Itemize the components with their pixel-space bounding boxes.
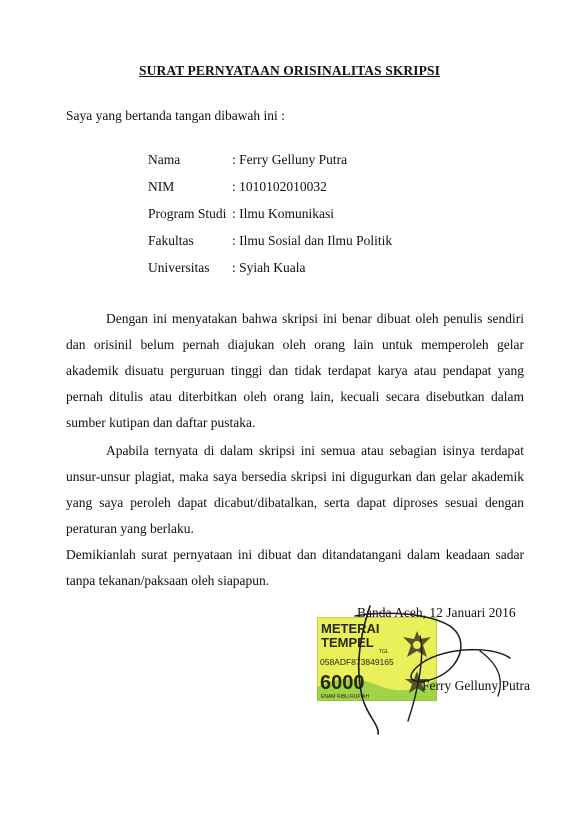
field-value: : Ferry Gelluny Putra — [232, 152, 348, 167]
signature-stroke — [480, 651, 500, 696]
stamp-value-text: ENAM RIBU RUPIAH — [321, 694, 370, 700]
field-label: Program Studi — [148, 206, 227, 221]
stamp-line2: TEMPEL — [321, 635, 374, 650]
signer-name: Ferry Gelluny Putra — [422, 678, 530, 693]
field-row-nim — [148, 179, 392, 206]
intro-text: Saya yang bertanda tangan dibawah ini : — [66, 108, 285, 123]
field-row-program — [148, 206, 392, 233]
field-label: NIM — [148, 179, 175, 194]
document-title: SURAT PERNYATAAN ORISINALITAS SKRIPSI — [139, 63, 440, 78]
field-label: Fakultas — [148, 233, 194, 248]
stamp-tgl: TGL — [379, 649, 389, 655]
handwritten-signature — [300, 596, 540, 736]
place-and-date: Banda Aceh, 12 Januari 2016 — [357, 605, 516, 620]
signature-stroke — [359, 606, 378, 734]
stamp-line1: METERAI — [321, 621, 380, 636]
identity-fields — [148, 152, 392, 287]
field-label: Nama — [148, 152, 181, 167]
signature-stroke — [408, 636, 422, 721]
field-label: Universitas — [148, 260, 210, 275]
field-value: : Syiah Kuala — [232, 260, 306, 275]
paragraph-closing: Demikianlah surat pernyataan ini dibuat dan ditandatangani dalam keadaan sadar tanpa tekanan/paksaan oleh siapapun. — [66, 547, 524, 588]
field-value: : Ilmu Komunikasi — [232, 206, 334, 221]
signature-stroke — [355, 613, 510, 681]
field-value: : Ilmu Sosial dan Ilmu Politik — [232, 233, 393, 248]
field-row-university — [148, 260, 392, 287]
stamp-serial: 058ADF873849165 — [320, 657, 394, 667]
stamp-value: 6000 — [320, 672, 365, 694]
field-value: : 1010102010032 — [232, 179, 327, 194]
field-row-faculty — [148, 233, 392, 260]
field-row-name — [148, 152, 392, 179]
paragraph-plagiarism: Apabila ternyata di dalam skripsi ini semua atau sebagian isinya terdapat unsur-unsur plagiat, maka saya bersedia skripsi ini digugurkan dan gelar akademik yang saya peroleh dapat dicabut/dibatalkan, serta dapat diproses sesuai dengan peraturan yang berlaku. — [66, 443, 524, 536]
paragraph-statement: Dengan ini menyatakan bahwa skripsi ini benar dibuat oleh penulis sendiri dan orisinil belum pernah diajukan oleh orang lain untuk memperoleh gelar akademik disuatu perguruan tinggi dan tidak terdapat karya atau pendapat yang pernah ditulis atau diterbitkan oleh orang lain, kecuali secara disebutkan dalam sumber kutipan dan daftar pustaka. — [66, 311, 524, 430]
